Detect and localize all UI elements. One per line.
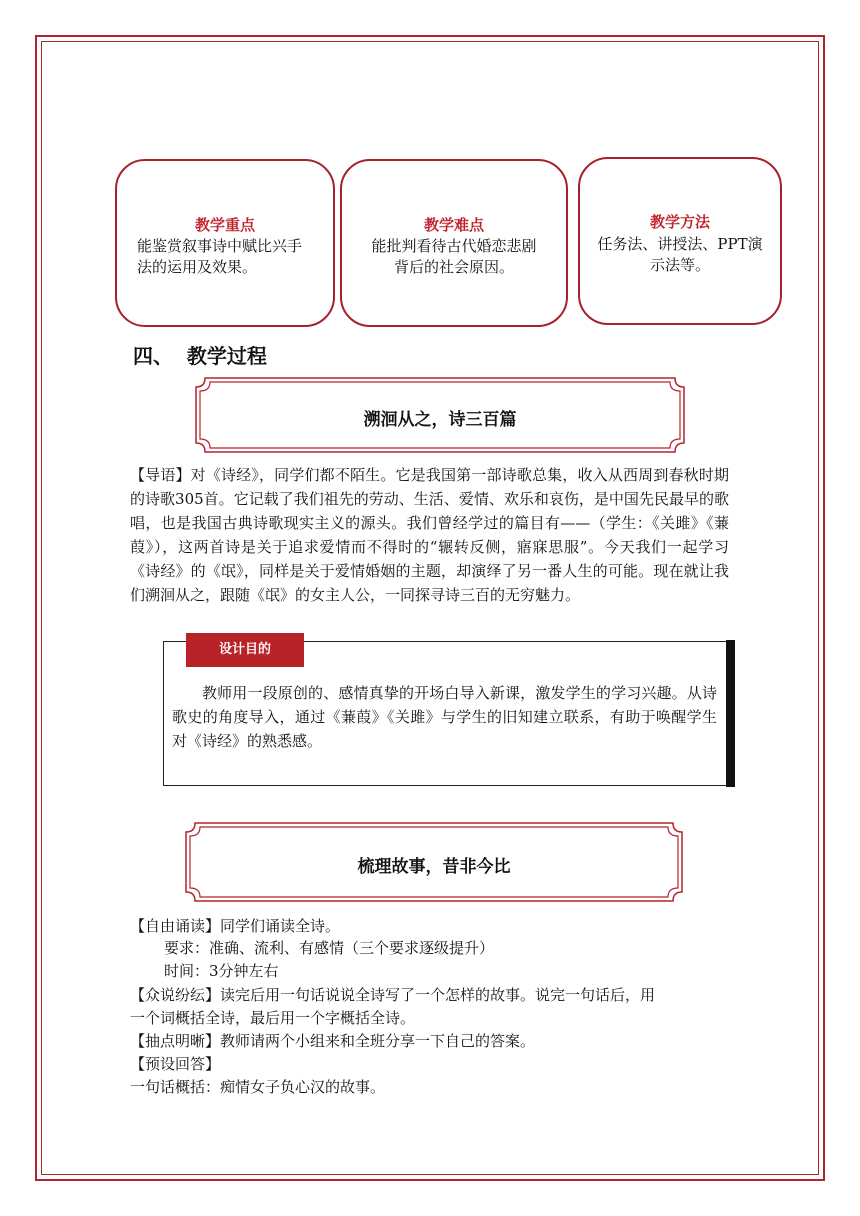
- card-title: 教学重点: [194, 216, 255, 234]
- line-summary: 一句话概括：痴情女子负心汉的故事。: [130, 1078, 386, 1096]
- design-purpose-tag: 设计目的: [186, 633, 304, 667]
- banner-title: 溯洄从之，诗三百篇: [363, 410, 517, 430]
- design-box-side-bar: [726, 640, 735, 787]
- card-body: 能批判看待古代婚恋悲剧背后的社会原因。: [371, 237, 537, 276]
- card-key-points: [115, 159, 335, 327]
- card-body: 任务法、讲授法、PPT演示法等。: [597, 235, 763, 274]
- section-banner-2: [185, 822, 683, 902]
- line-discussion-cont: 一个词概括全诗，最后用一个字概括全诗。: [130, 1009, 416, 1027]
- card-body: 能鉴赏叙事诗中赋比兴手法的运用及效果。: [137, 237, 303, 276]
- line-discussion: 【众说纷纭】读完后用一句话说说全诗写了一个怎样的故事。说完一句话后，用: [130, 986, 656, 1004]
- line-requirements: 要求：准确、流利、有感情（三个要求逐级提升）: [164, 939, 495, 957]
- card-methods: [578, 157, 782, 325]
- card-difficulties: [340, 159, 568, 327]
- line-clarify: 【抽点明晰】教师请两个小组来和全班分享一下自己的答案。: [130, 1032, 536, 1050]
- line-preset-answer: 【预设回答】: [130, 1055, 221, 1073]
- line-free-reading: 【自由诵读】同学们诵读全诗。: [130, 917, 341, 935]
- section-heading: 四、 教学过程: [133, 344, 267, 368]
- banner-title: 梳理故事，昔非今比: [357, 857, 511, 877]
- line-time: 时间：3分钟左右: [164, 962, 279, 980]
- design-purpose-text: 教师用一段原创的、感情真挚的开场白导入新课，激发学生的学习兴趣。从诗歌史的角度导入，通过《蒹葭》《关雎》与学生的旧知建立联系，有助于唤醒学生对《诗经》的熟悉感。: [172, 684, 717, 750]
- section-banner-1: [195, 377, 685, 453]
- intro-paragraph: 【导语】对《诗经》，同学们都不陌生。它是我国第一部诗歌总集，收入从西周到春秋时期的诗歌305首。它记载了我们祖先的劳动、生活、爱情、欢乐和哀伤，是中国先民最早的歌唱，也是我国古典诗歌现实主义的源头。我们曾经学过的篇目有——（学生：《关雎》《蒹葭》），这两首诗是关于追求爱情而不得时的“辗转反侧，寤寐思服”。今天我们一起学习《诗经》的《氓》，同样是关于爱情婚姻的主题，却演绎了另一番人生的可能。现在就让我们溯洄从之，跟随《氓》的女主人公，一同探寻诗三百的无穷魅力。: [130, 466, 729, 604]
- card-title: 教学难点: [423, 216, 484, 234]
- card-title: 教学方法: [649, 213, 710, 231]
